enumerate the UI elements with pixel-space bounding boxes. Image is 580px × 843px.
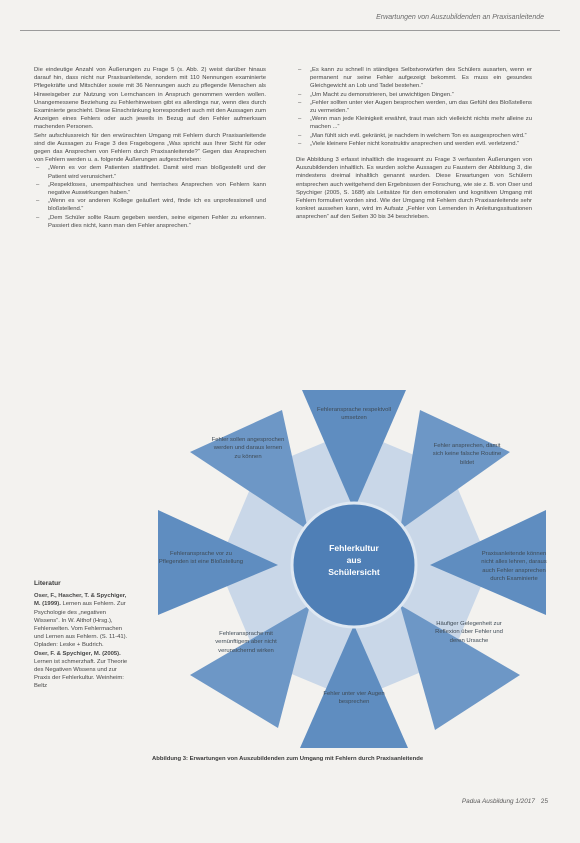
segment-label-top-left: Fehler sollen angesprochen werden und daraus lernen zu können [211,437,285,460]
quote-item: – „Um Macht zu demonstrieren, bei unwichtigen Dingen.“ [296,91,532,99]
segment-label-bottom: Fehler unter vier Augen besprechen [323,691,385,706]
quote-item: – „Es kann zu schnell in ständiges Selbstvorwürfen des Schülers ausarten, wenn er permanent nur seine Fehler aufgezeigt bekommt. Es muss ein gesundes Gleichgewicht an Lob und Tadel bestehen.“ [296,66,532,91]
quote-item: – „Wenn man jede Kleinigkeit erwähnt, traut man sich vielleicht nichts mehr alleine zu machen ...“ [296,115,532,131]
segment-label-top-right: Fehler ansprechen, damit sich keine falsche Routine bildet [432,443,502,466]
quote-item: – „Wenn es vor anderen Kollege geäußert wird, finde ich es unprofessionell und bloßstellend.“ [34,197,266,213]
page-footer [462,798,548,805]
figure-caption: Abbildung 3: Erwartungen von Auszubildenden zum Umgang mit Fehlern durch Praxisanleitende [152,756,424,762]
quote-item: – „Wenn es vor dem Patienten stattfindet. Damit wird man bloßgestellt und der Patient wird verunsichert.“ [34,164,266,180]
header-rule [20,30,560,31]
center-line: Schülersicht [328,567,380,577]
page-number: 25 [540,798,548,805]
left-paragraph-2: Sehr aufschlussreich für den erwünschten Umgang mit Fehlern durch Praxisanleitende sind die Aussagen zu Frage 3 des Fragebogens „Was spricht aus Ihrer Sicht für oder gegen das Ansprechen von Fehlern durch Praxisanleitende?“ Gegen das Ansprechen von Fehlern werden u. a. folgende Äußerungen aufgeschrieben: [34,132,266,164]
right-quote-list [296,66,532,148]
running-head: Erwartungen von Auszubildenden an Praxisanleitende [376,14,544,21]
quote-item: – „Viele kleinere Fehler nicht konstruktiv ansprechen und werden evtl. verletzend.“ [296,140,532,148]
literature-text: Lernen aus Fehlern. Zur Psychologie des „negativen Wissens“. In W. Althof (Hrsg.), Fehlerwelten. Vom Fehlermachen und Lernen aus Fehlern. (S. 11-41). Opladen: Leske + Budrich. [34,601,128,649]
literature-section [34,580,130,691]
literature-text: Lernen ist schmerzhaft. Zur Theorie des Negativen Wissens und zur Praxis der Fehlerkultur. Weinheim: Beltz [34,658,128,690]
segment-label-bottom-left: Fehleransprache mit vernünftigem aber nicht verunsichernd wirken [215,631,277,654]
segment-label-right: Praxisanleitende können nicht alles lehren, daraus auch Fehler ansprechen durch Examinierte [481,551,547,583]
journal-name: Padua Ausbildung 1/2017 [461,798,535,805]
left-paragraph-1: Die eindeutige Anzahl von Äußerungen zu Frage 5 (s. Abb. 2) weist darüber hinaus darauf hin, dass nicht nur Praxisanleitende, sondern mit 110 Nennungen examinierte Pflegekräfte und Mitschüler sowie mit 36 Nennungen auch zu pflegende Menschen als Hinweisgeber zur Nutzung von Lernchancen in Anspruch genommen werden wollen. Unangemessene Beziehung zu Fehlerhinweisen gibt es allerdings nur, wenn dies durch Examinierte geschieht. Diese Einschränkung korrespondiert auch mit den Aussagen zum Anzeigen eines Fehlers oder auch jeweils in Bezug auf den Fehler aufmerksam machenden Personen. [34,67,266,131]
left-quote-list [34,164,266,230]
literature-heading: Literatur [34,580,61,587]
quote-item: – „Man fühlt sich evtl. gekränkt, je nachdem in welchem Ton es ausgesprochen wird.“ [296,132,532,140]
literature-entry [34,592,130,649]
quote-item: – „Fehler sollten unter vier Augen besprochen werden, um das Gefühl des Bloßstellens zu vermeiden.“ [296,99,532,115]
spacer [296,148,532,156]
center-label [300,542,408,578]
quote-item: – „Respektloses, unempathisches und herrisches Ansprechen von Fehlern kann negative Auswirkungen haben.“ [34,181,266,197]
center-line: Fehlerkultur [329,543,379,553]
quote-item: – „Dem Schüler sollte Raum gegeben werden, seine eigenen Fehler zu erkennen. Passiert dies nicht, kann man den Fehler ansprechen.“ [34,214,266,230]
segment-label-left: Fehleransprache vor zu Pflegenden ist eine Bloßstellung [158,551,244,566]
center-line: aus [346,555,362,565]
segment-label-bottom-right: Häufiger Gelegenheit zur Reflexion über Fehler und deren Ursache [435,621,503,644]
figure-fehlerkultur [150,390,558,750]
left-column [34,66,266,230]
right-column [296,66,532,222]
segment-label-top: Fehleransprache respektvoll umsetzen [317,407,391,422]
literature-entry [34,650,130,691]
literature-authors: Oser, F., Hascher, T. & Spychiger, M. (1999). [34,593,127,608]
literature-authors: Oser, F. & Spychiger, M. (2005). [34,650,121,657]
right-paragraph: Die Abbildung 3 erfasst inhaltlich die insgesamt zu Frage 3 verfassten Äußerungen von Auszubildenden inhaltlich. Es wurden solche Aussagen zu Faustern der Abbildung 3, die mindestens dreimal inhaltlich genannt wurden. Diese Erwartungen von Schülern entsprechen auch weitgehend den Ergebnissen der Forschung, wie sie z. B. von Oser und Spychiger (2005, S. 168f) als Leitsätze für den emotionalen und kognitiven Umgang mit Fehlern formuliert worden sind. Wie der Umgang mit Fehlern durch Praxisanleitende sehr konkret aussehen kann, wird im Aufsatz „Fehler von Lernenden in Anleitungssituationen ansprechen“ auf den Seiten 30 bis 34 beschrieben. [296,157,532,221]
